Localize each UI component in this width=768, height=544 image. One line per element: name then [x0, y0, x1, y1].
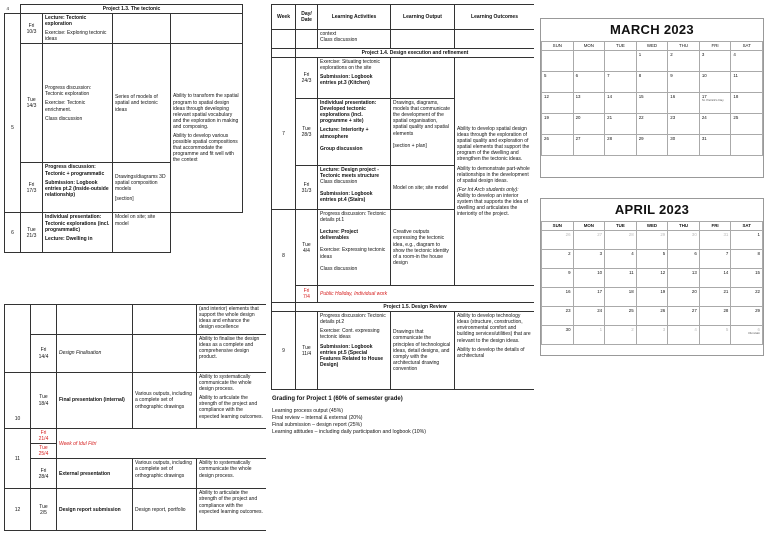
- calendar-day: 5: [699, 326, 731, 345]
- learning-outcome: Ability to systematically communicate the whole design process.: [197, 459, 267, 489]
- schedule-table-1: [4, 4, 266, 253]
- learning-activity: [318, 210, 391, 286]
- calendar-day: 21: [699, 288, 731, 307]
- weekday-header: TUE: [605, 42, 637, 51]
- activity-text: Progress discussion: Tectonic details pt.1: [320, 211, 386, 224]
- calendar-march-2023: [540, 18, 764, 178]
- calendar-day: 22: [731, 288, 763, 307]
- weekday-header: SUN: [542, 42, 574, 51]
- weekday-header: FRI: [699, 222, 731, 231]
- calendar-day: 11: [731, 72, 763, 93]
- calendar-day-number: 17: [701, 94, 707, 99]
- activity-title: Individual presentation: Tectonic explorations (incl. programmatic): [45, 214, 110, 233]
- day-date: [296, 166, 318, 210]
- outcome-text: Ability to articulate the strength of the project and compliance with the expected learning outcomes.: [199, 395, 263, 420]
- calendar-day: [731, 326, 763, 345]
- learning-activity: [318, 312, 391, 390]
- activity-title: Lecture: Project deliverables: [320, 229, 359, 242]
- learning-outcome: Ability to articulate the strength of the project and compliance with the expected learning outcomes.: [197, 489, 267, 531]
- schedule-table-2: [4, 304, 266, 531]
- week-number: 9: [272, 312, 296, 390]
- day-date-text: Fri 24/3: [301, 72, 312, 85]
- outcome-text: Ability to develop various possible spatial compositions that accommodate the programme and fit well with the context: [173, 133, 238, 164]
- day-date-text: Tue 2/5: [39, 503, 48, 516]
- activity-title: Submission: Logbook entries pt.3 (Kitchen): [320, 74, 373, 87]
- day-date: [31, 459, 57, 489]
- calendar-title: MARCH 2023: [610, 22, 694, 37]
- weekday-header: WED: [636, 42, 668, 51]
- week-number: 8: [272, 210, 296, 303]
- learning-outcome: [171, 44, 243, 213]
- day-date-text: Fri 7/4: [303, 288, 310, 301]
- calendar-day: 30: [668, 135, 700, 156]
- section-title: Project 1.4. Design execution and refinement: [296, 49, 535, 58]
- calendar-day: [605, 51, 637, 72]
- learning-activity: Final presentation (internal): [57, 373, 133, 429]
- weekday-header: TUE: [605, 222, 637, 231]
- week-number: 10: [5, 373, 31, 429]
- outcome-text: Ability to demonstrate part-whole relationships in the development of spatial design ideas.: [457, 165, 530, 184]
- output-text: [section]: [115, 195, 134, 202]
- calendar-day: 28: [699, 307, 731, 326]
- learning-activity: [318, 58, 391, 99]
- calendar-day: 6: [668, 250, 700, 269]
- calendar-day: 15: [731, 269, 763, 288]
- learning-output: Creative outputs expressing the tectonic idea, e.g., diagram to show the tectonic identity of a room-in the house design: [391, 210, 455, 286]
- header-learning-activities: Learning Activities: [318, 5, 391, 30]
- day-date: [296, 99, 318, 166]
- calendar-day: 18: [731, 93, 763, 114]
- holiday-label: St. Patrick's Day: [701, 98, 724, 103]
- activity-text: Exercise: Exploring tectonic ideas: [45, 30, 107, 43]
- learning-activity: [57, 335, 133, 373]
- calendar-day: 13: [668, 269, 700, 288]
- calendar-day-number: 6: [757, 327, 760, 332]
- day-date-text: Tue 28/3: [301, 126, 312, 139]
- section-title: Project 1.3. The tectonic: [21, 5, 243, 14]
- output-text: Drawings/diagrams 3D spatial composition models: [115, 174, 166, 193]
- activity-title: Individual presentation: Developed tectonic explorations (incl. programme + site): [320, 100, 377, 125]
- weekday-header: MON: [573, 222, 605, 231]
- activity-title: Lecture: Interiority + atmosphere: [320, 127, 369, 140]
- learning-activity: External presentation: [57, 459, 133, 489]
- activity-text: Exercise: Expressing tectonic ideas: [320, 247, 386, 260]
- calendar-day: [731, 135, 763, 156]
- day-date: [31, 429, 57, 444]
- activity-text: Exercise: Situating tectonic explorations on the site: [320, 59, 381, 72]
- calendar-day: 1: [636, 51, 668, 72]
- calendar-day: 28: [605, 231, 637, 250]
- week-number: 12: [5, 489, 31, 531]
- calendar-day: 12: [636, 269, 668, 288]
- header-week: Week: [272, 5, 296, 30]
- calendar-day: [573, 51, 605, 72]
- learning-activity: [43, 44, 113, 163]
- day-date: [296, 210, 318, 286]
- activity-text: Exercise: Tectonic enrichment.: [45, 100, 86, 113]
- day-date: [21, 14, 43, 44]
- calendar-day: 2: [605, 326, 637, 345]
- activity-title: Lecture: Tectonic exploration: [45, 15, 87, 28]
- header-day-date: Day/ Date: [296, 5, 318, 30]
- calendar-day: 10: [573, 269, 605, 288]
- calendar-day: 20: [668, 288, 700, 307]
- weekday-header: THU: [668, 42, 700, 51]
- grading-item: Final review – internal & external (20%): [272, 414, 363, 421]
- day-date-text: Tue 25/4: [38, 445, 49, 458]
- activity-text: Progress discussion: Tectonic details pt.2: [320, 313, 386, 326]
- calendar-day: 7: [605, 72, 637, 93]
- day-date-text: Fri 14/4: [38, 347, 49, 360]
- calendar-day: 19: [542, 114, 574, 135]
- weekday-header: SAT: [731, 222, 763, 231]
- activity-text: Class discussion: [320, 265, 358, 272]
- activity-title: Lecture: Dwelling in: [45, 235, 93, 242]
- calendar-day: 23: [668, 114, 700, 135]
- calendar-day: 27: [573, 135, 605, 156]
- outcome-note: (For Int Arch students only):: [457, 186, 519, 193]
- calendar-day: 5: [636, 250, 668, 269]
- week-number: 5: [5, 44, 21, 213]
- calendar-day: 19: [636, 288, 668, 307]
- activity-title: Submission: Logbook entries pt.4 (Stairs): [320, 191, 373, 204]
- day-date: [296, 312, 318, 390]
- calendar-day: 20: [573, 114, 605, 135]
- learning-outcome: [197, 373, 267, 429]
- calendar-day: 25: [731, 114, 763, 135]
- day-date-text: Tue 14/3: [26, 97, 37, 110]
- outcome-text: Ability to develop technology ideas (structure, construction, environmental comfort and building services/utilities) that are relevant to the design ideas.: [457, 313, 531, 344]
- calendar-day: 9: [668, 72, 700, 93]
- day-date: [31, 444, 57, 459]
- calendar-day: 14: [605, 93, 637, 114]
- day-date-text: Fri 21/4: [38, 430, 49, 443]
- calendar-day: 31: [699, 135, 731, 156]
- learning-output: Drawings that communicate the principles of technological ideas, detail designs, and comply with the architectural drawing convention: [391, 312, 455, 390]
- calendar-day: 3: [699, 51, 731, 72]
- grading-section: [271, 396, 534, 435]
- outcome-text: Ability to develop spatial design ideas through the exploration of spatial quality and exploration of spatial elements that support the program of the dwelling and strengthen the tectonic ideas.: [457, 125, 530, 163]
- learning-output: Series of models of spatial and tectonic ideas: [113, 44, 171, 163]
- calendar-day: 22: [636, 114, 668, 135]
- calendar-day: 24: [573, 307, 605, 326]
- weekday-header: FRI: [699, 42, 731, 51]
- calendar-day: 1: [731, 231, 763, 250]
- schedule-page-1: [4, 4, 266, 282]
- holiday-note: Week of Idul Fitri: [57, 429, 267, 459]
- header-learning-outcomes: Learning Outcomes: [455, 5, 535, 30]
- calendar-day: 31: [699, 231, 731, 250]
- calendar-day: 27: [573, 231, 605, 250]
- outcome-text: Ability to systematically communicate the whole design process.: [199, 374, 252, 393]
- calendar-april-2023: [540, 198, 764, 356]
- activity-title: Submission: Logbook entries pt.2 (Inside-outside relationship): [45, 179, 109, 198]
- calendar-day: 13: [573, 93, 605, 114]
- day-date-text: Tue 18/4: [38, 394, 49, 407]
- calendar-day: 5: [542, 72, 574, 93]
- weekday-header: SUN: [542, 222, 574, 231]
- calendar-day: 21: [605, 114, 637, 135]
- learning-activity: [318, 166, 391, 210]
- week-number: 11: [5, 429, 31, 489]
- day-date-text: Fri 31/3: [301, 181, 312, 194]
- calendar-day: 9: [542, 269, 574, 288]
- week-number: 7: [272, 58, 296, 210]
- calendar-day: 12: [542, 93, 574, 114]
- activity-text: Progress discussion: Tectonic exploration: [45, 85, 92, 98]
- activity-text: Class discussion: [320, 179, 358, 186]
- activity-text: context Class discussion: [320, 31, 358, 44]
- outcome-text: Ability to develop the details of architectural: [457, 346, 525, 359]
- week-number: 4: [6, 5, 10, 11]
- learning-activity: [318, 30, 391, 49]
- learning-output: Various outputs, including a complete set of orthographic drawings: [133, 373, 197, 429]
- calendar-day: 29: [731, 307, 763, 326]
- weekday-header: SAT: [731, 42, 763, 51]
- calendar-day: 11: [605, 269, 637, 288]
- learning-activity: Design report submission: [57, 489, 133, 531]
- activity-title: Progress discussion: Tectonic + programmatic: [45, 164, 105, 177]
- calendar-day: 28: [605, 135, 637, 156]
- calendar-day: 26: [636, 307, 668, 326]
- day-date: [21, 44, 43, 163]
- outcome-text: Ability to transform the spatial program to spatial design ideas through developing relevant spatial vocabulary and the exploration in making and composing.: [173, 93, 239, 130]
- learning-outcome: Ability to finalise the design ideas as a complete and comprehensive design product.: [197, 335, 267, 373]
- calendar-title: APRIL 2023: [614, 202, 690, 217]
- activity-title: Group discussion: [320, 145, 363, 152]
- learning-activity: [43, 163, 113, 213]
- calendar-day: 15: [636, 93, 668, 114]
- weekday-header: THU: [668, 222, 700, 231]
- day-date-text: Fri 10/3: [26, 22, 37, 35]
- activity-text: Exercise: Cont. expressing tectonic ideas: [320, 328, 380, 341]
- activity-text: Design Finalisation: [59, 350, 102, 357]
- activity-title: Submission: Logbook entries pt.5 (Special Features Related to House Design): [320, 343, 384, 368]
- calendar-day: 26: [542, 231, 574, 250]
- learning-outcome: [455, 58, 535, 286]
- output-text: Drawings, diagrams, models that communicate the development of the spatial organisation, spatial quality and spatial elements: [393, 100, 450, 137]
- calendar-day: 7: [699, 250, 731, 269]
- calendar-day: 3: [573, 250, 605, 269]
- calendar-grid: [541, 221, 763, 345]
- calendar-day: 4: [605, 250, 637, 269]
- calendar-day: 29: [636, 231, 668, 250]
- header-learning-output: Learning Output: [391, 5, 455, 30]
- learning-output: [391, 99, 455, 166]
- learning-output: [113, 163, 171, 213]
- day-date-text: Tue 21/3: [26, 226, 37, 239]
- calendar-day: 14: [699, 269, 731, 288]
- day-date: [31, 373, 57, 429]
- grading-title: Grading for Project 1 (60% of semester grade): [272, 396, 403, 403]
- weekday-header: MON: [573, 42, 605, 51]
- learning-outcome: [455, 312, 535, 390]
- calendar-day: 16: [542, 288, 574, 307]
- learning-activity: [43, 213, 113, 253]
- learning-output: [113, 14, 171, 44]
- day-date: [296, 286, 318, 303]
- calendar-grid: [541, 41, 763, 156]
- calendar-day: [699, 93, 731, 114]
- calendar-day: 8: [636, 72, 668, 93]
- calendar-day: 27: [668, 307, 700, 326]
- day-date-text: Tue 4/4: [302, 241, 311, 254]
- day-date-text: Fri 17/3: [26, 181, 37, 194]
- learning-output: Model on site; site model: [391, 166, 455, 210]
- schedule-table-3: [271, 4, 534, 390]
- learning-activity: [43, 14, 113, 44]
- calendar-day: 30: [668, 231, 700, 250]
- calendar-day: 3: [636, 326, 668, 345]
- calendar-day: 4: [668, 326, 700, 345]
- calendar-day: [542, 51, 574, 72]
- calendar-day: 1: [573, 326, 605, 345]
- calendar-day: 30: [542, 326, 574, 345]
- day-date: [31, 335, 57, 373]
- outcome-text: Ability to develop an interior system that supports the idea of dwelling and articulates the interiority of the project.: [457, 192, 528, 218]
- grading-item: Learning attitudes – including daily participation and logbook (10%): [272, 428, 426, 435]
- calendar-day: 23: [542, 307, 574, 326]
- learning-activity: [318, 99, 391, 166]
- calendar-day: 25: [605, 307, 637, 326]
- calendar-day: 2: [542, 250, 574, 269]
- calendar-day: 17: [573, 288, 605, 307]
- calendar-day: 24: [699, 114, 731, 135]
- learning-output: Model on site; site model: [113, 213, 171, 253]
- grading-item: Learning process output (45%): [272, 407, 343, 414]
- grading-item: Final submission – design report (25%): [272, 421, 362, 428]
- weekday-header: WED: [636, 222, 668, 231]
- calendar-day: 4: [731, 51, 763, 72]
- calendar-day: 29: [636, 135, 668, 156]
- calendar-day: 18: [605, 288, 637, 307]
- calendar-note: Okmzaln: [748, 331, 760, 336]
- day-date: [21, 213, 43, 253]
- day-date: [31, 489, 57, 531]
- section-title: Project 1.5. Design Review: [296, 303, 535, 312]
- day-date: [296, 58, 318, 99]
- learning-outcome: (and interior) elements that support the whole design ideas and enhance the design excellence: [197, 305, 267, 335]
- calendar-day: 2: [668, 51, 700, 72]
- schedule-page-2: [4, 304, 266, 532]
- calendar-day: 26: [542, 135, 574, 156]
- activity-title: Lecture: Design project - Tectonic meets structure: [320, 167, 380, 180]
- activity-text: Class discussion: [45, 115, 83, 122]
- calendar-day: 16: [668, 93, 700, 114]
- day-date-text: Tue 11/4: [301, 344, 312, 357]
- output-text: [section + plan]: [393, 142, 427, 149]
- day-date: [21, 163, 43, 213]
- week-number: 6: [5, 213, 21, 253]
- day-date-text: Fri 28/4: [38, 467, 49, 480]
- learning-outcome: [171, 14, 243, 44]
- holiday-note: Public Holiday, Individual work: [318, 286, 535, 303]
- calendar-day: 6: [573, 72, 605, 93]
- learning-output: Design report, portfolio: [133, 489, 197, 531]
- learning-output: Various outputs, including a complete set of orthographic drawings: [133, 459, 197, 489]
- calendar-day: 8: [731, 250, 763, 269]
- calendar-day: 10: [699, 72, 731, 93]
- schedule-page-3: [271, 4, 534, 532]
